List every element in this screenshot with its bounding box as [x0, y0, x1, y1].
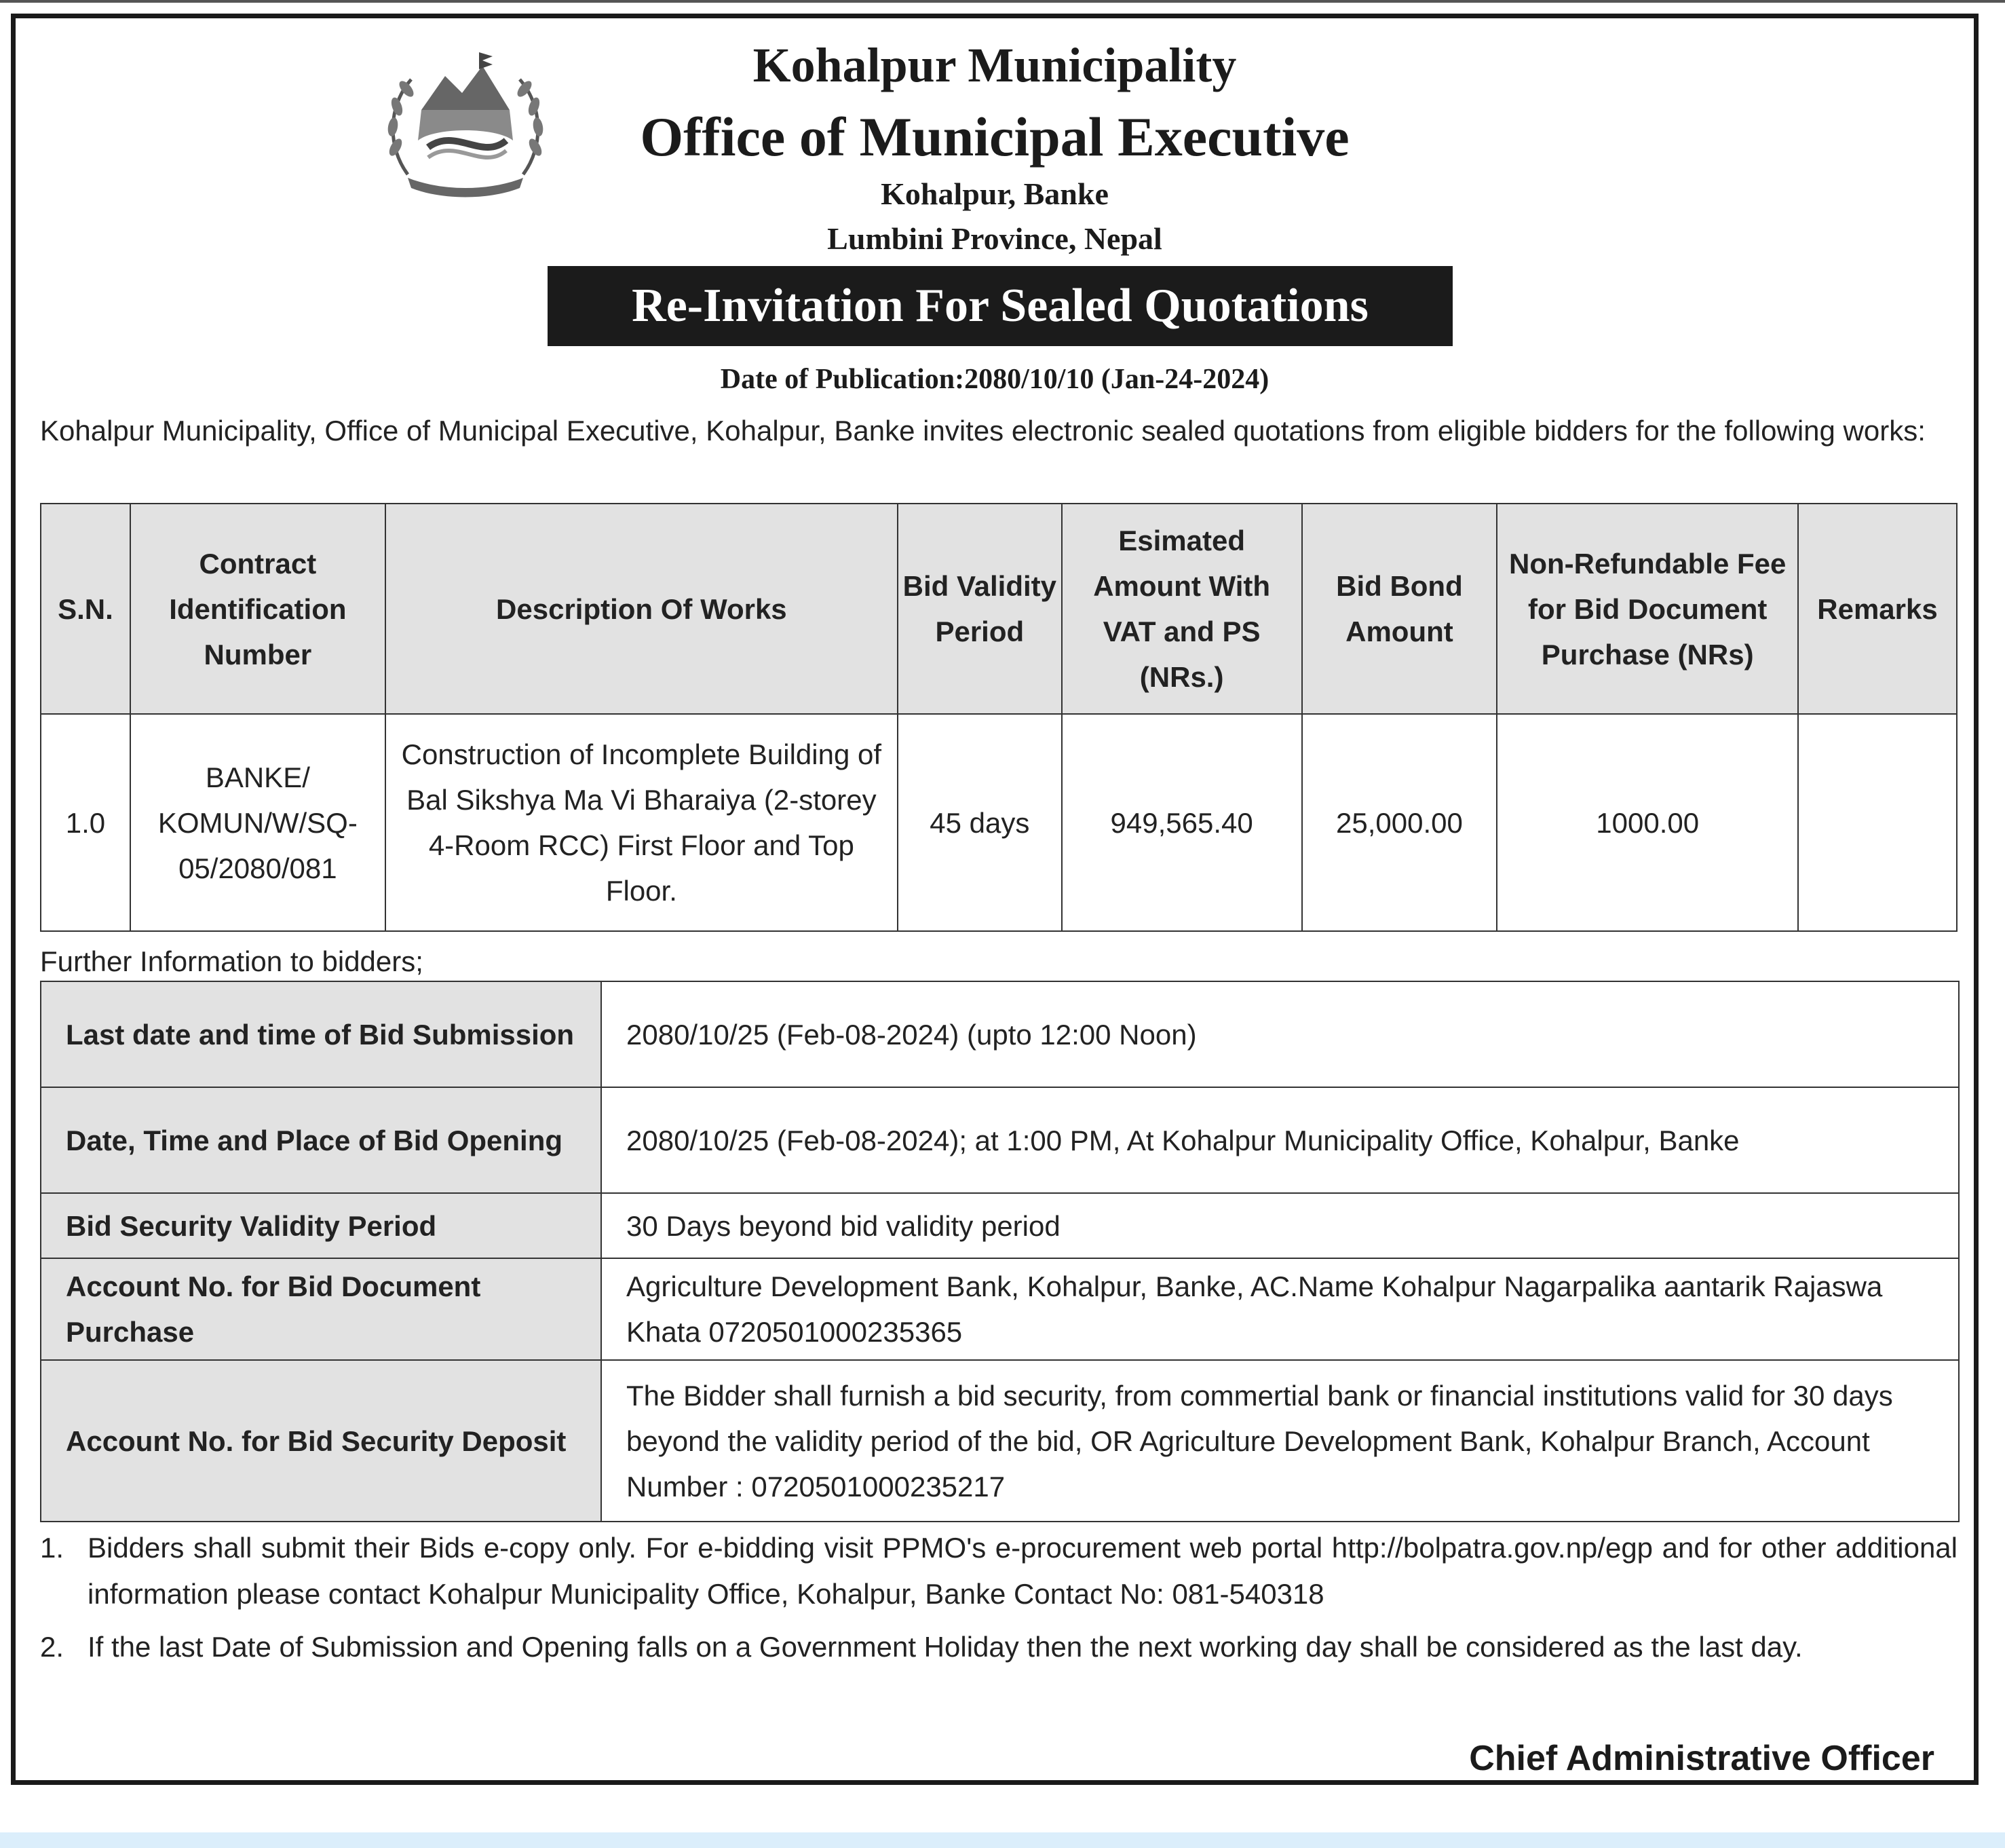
further-info-label: Further Information to bidders; [40, 945, 423, 977]
signature-title: Chief Administrative Officer [1469, 1739, 1934, 1778]
column-header-contract-id: Contract Identification Number [130, 504, 385, 714]
office-province: Lumbini Province, Nepal [827, 221, 1162, 256]
cell-fee: 1000.00 [1497, 714, 1798, 931]
info-row-document-account [41, 1258, 1959, 1360]
cell-bid-bond: 25,000.00 [1302, 714, 1497, 931]
further-info-table [40, 981, 1960, 1522]
info-value: The Bidder shall furnish a bid security, from commertial bank or financial institutions valid for 30 days beyond the validity period of the bid, OR Agriculture Development Bank, Kohalpur Branch, Account Number : 0720501000235217 [601, 1360, 1959, 1522]
note-text: If the last Date of Submission and Opening falls on a Government Holiday then the next working day shall be considered as the last day. [88, 1631, 1803, 1663]
note-number: 2. [40, 1631, 64, 1663]
column-header-estimated-amount: Esimated Amount With VAT and PS (NRs.) [1062, 504, 1302, 714]
table-row [41, 714, 1957, 931]
publication-date: Date of Publication:2080/10/10 (Jan-24-2024) [720, 364, 1269, 395]
info-label: Bid Security Validity Period [41, 1193, 601, 1258]
works-table [40, 503, 1958, 932]
top-rule [0, 0, 2005, 3]
info-label: Last date and time of Bid Submission [41, 981, 601, 1087]
office-location: Kohalpur, Banke [881, 176, 1109, 211]
works-table-header-row [41, 504, 1957, 714]
info-value: Agriculture Development Bank, Kohalpur, Banke, AC.Name Kohalpur Nagarpalika aantarik Rajaswa Khata 0720501000235365 [601, 1258, 1959, 1360]
cell-contract-id: BANKE/ KOMUN/W/SQ-05/2080/081 [130, 714, 385, 931]
cell-description: Construction of Incomplete Building of Bal Sikshya Ma Vi Bharaiya (2-storey 4-Room RCC) First Floor and Top Floor. [385, 714, 898, 931]
intro-paragraph: Kohalpur Municipality, Office of Municipal Executive, Kohalpur, Banke invites electronic sealed quotations from eligible bidders for the following works: [40, 415, 1926, 447]
note-number: 1. [40, 1532, 64, 1564]
column-header-sn: S.N. [41, 504, 130, 714]
column-header-description: Description Of Works [385, 504, 898, 714]
info-label: Account No. for Bid Document Purchase [41, 1258, 601, 1360]
bottom-band [0, 1832, 2005, 1848]
info-value: 2080/10/25 (Feb-08-2024) (upto 12:00 Noon) [601, 981, 1959, 1087]
notice-frame [11, 14, 1979, 1785]
column-header-remarks: Remarks [1798, 504, 1957, 714]
cell-validity: 45 days [898, 714, 1062, 931]
list-item [40, 1624, 1958, 1670]
info-label: Account No. for Bid Security Deposit [41, 1360, 601, 1522]
info-value: 30 Days beyond bid validity period [601, 1193, 1959, 1258]
info-row-security-validity [41, 1193, 1959, 1258]
info-row-security-deposit [41, 1360, 1959, 1522]
notice-title-banner: Re-Invitation For Sealed Quotations [548, 266, 1453, 346]
list-item [40, 1525, 1958, 1617]
info-label: Date, Time and Place of Bid Opening [41, 1087, 601, 1193]
column-header-validity: Bid Validity Period [898, 504, 1062, 714]
cell-sn: 1.0 [41, 714, 130, 931]
note-text: Bidders shall submit their Bids e-copy only. For e-bidding visit PPMO's e-procurement web portal http://bolpatra.gov.np/egp and for other additional information please contact Kohalpur Municipality Office, Kohalpur, Banke Contact No: 081-540318 [88, 1532, 1958, 1610]
info-row-submission [41, 981, 1959, 1087]
office-name: Office of Municipal Executive [640, 106, 1350, 168]
municipality-name: Kohalpur Municipality [752, 38, 1237, 92]
notes-list [40, 1525, 1958, 1677]
info-row-opening [41, 1087, 1959, 1193]
info-value: 2080/10/25 (Feb-08-2024); at 1:00 PM, At Kohalpur Municipality Office, Kohalpur, Banke [601, 1087, 1959, 1193]
column-header-fee: Non-Refundable Fee for Bid Document Purchase (NRs) [1497, 504, 1798, 714]
column-header-bid-bond: Bid Bond Amount [1302, 504, 1497, 714]
cell-estimated-amount: 949,565.40 [1062, 714, 1302, 931]
cell-remarks [1798, 714, 1957, 931]
